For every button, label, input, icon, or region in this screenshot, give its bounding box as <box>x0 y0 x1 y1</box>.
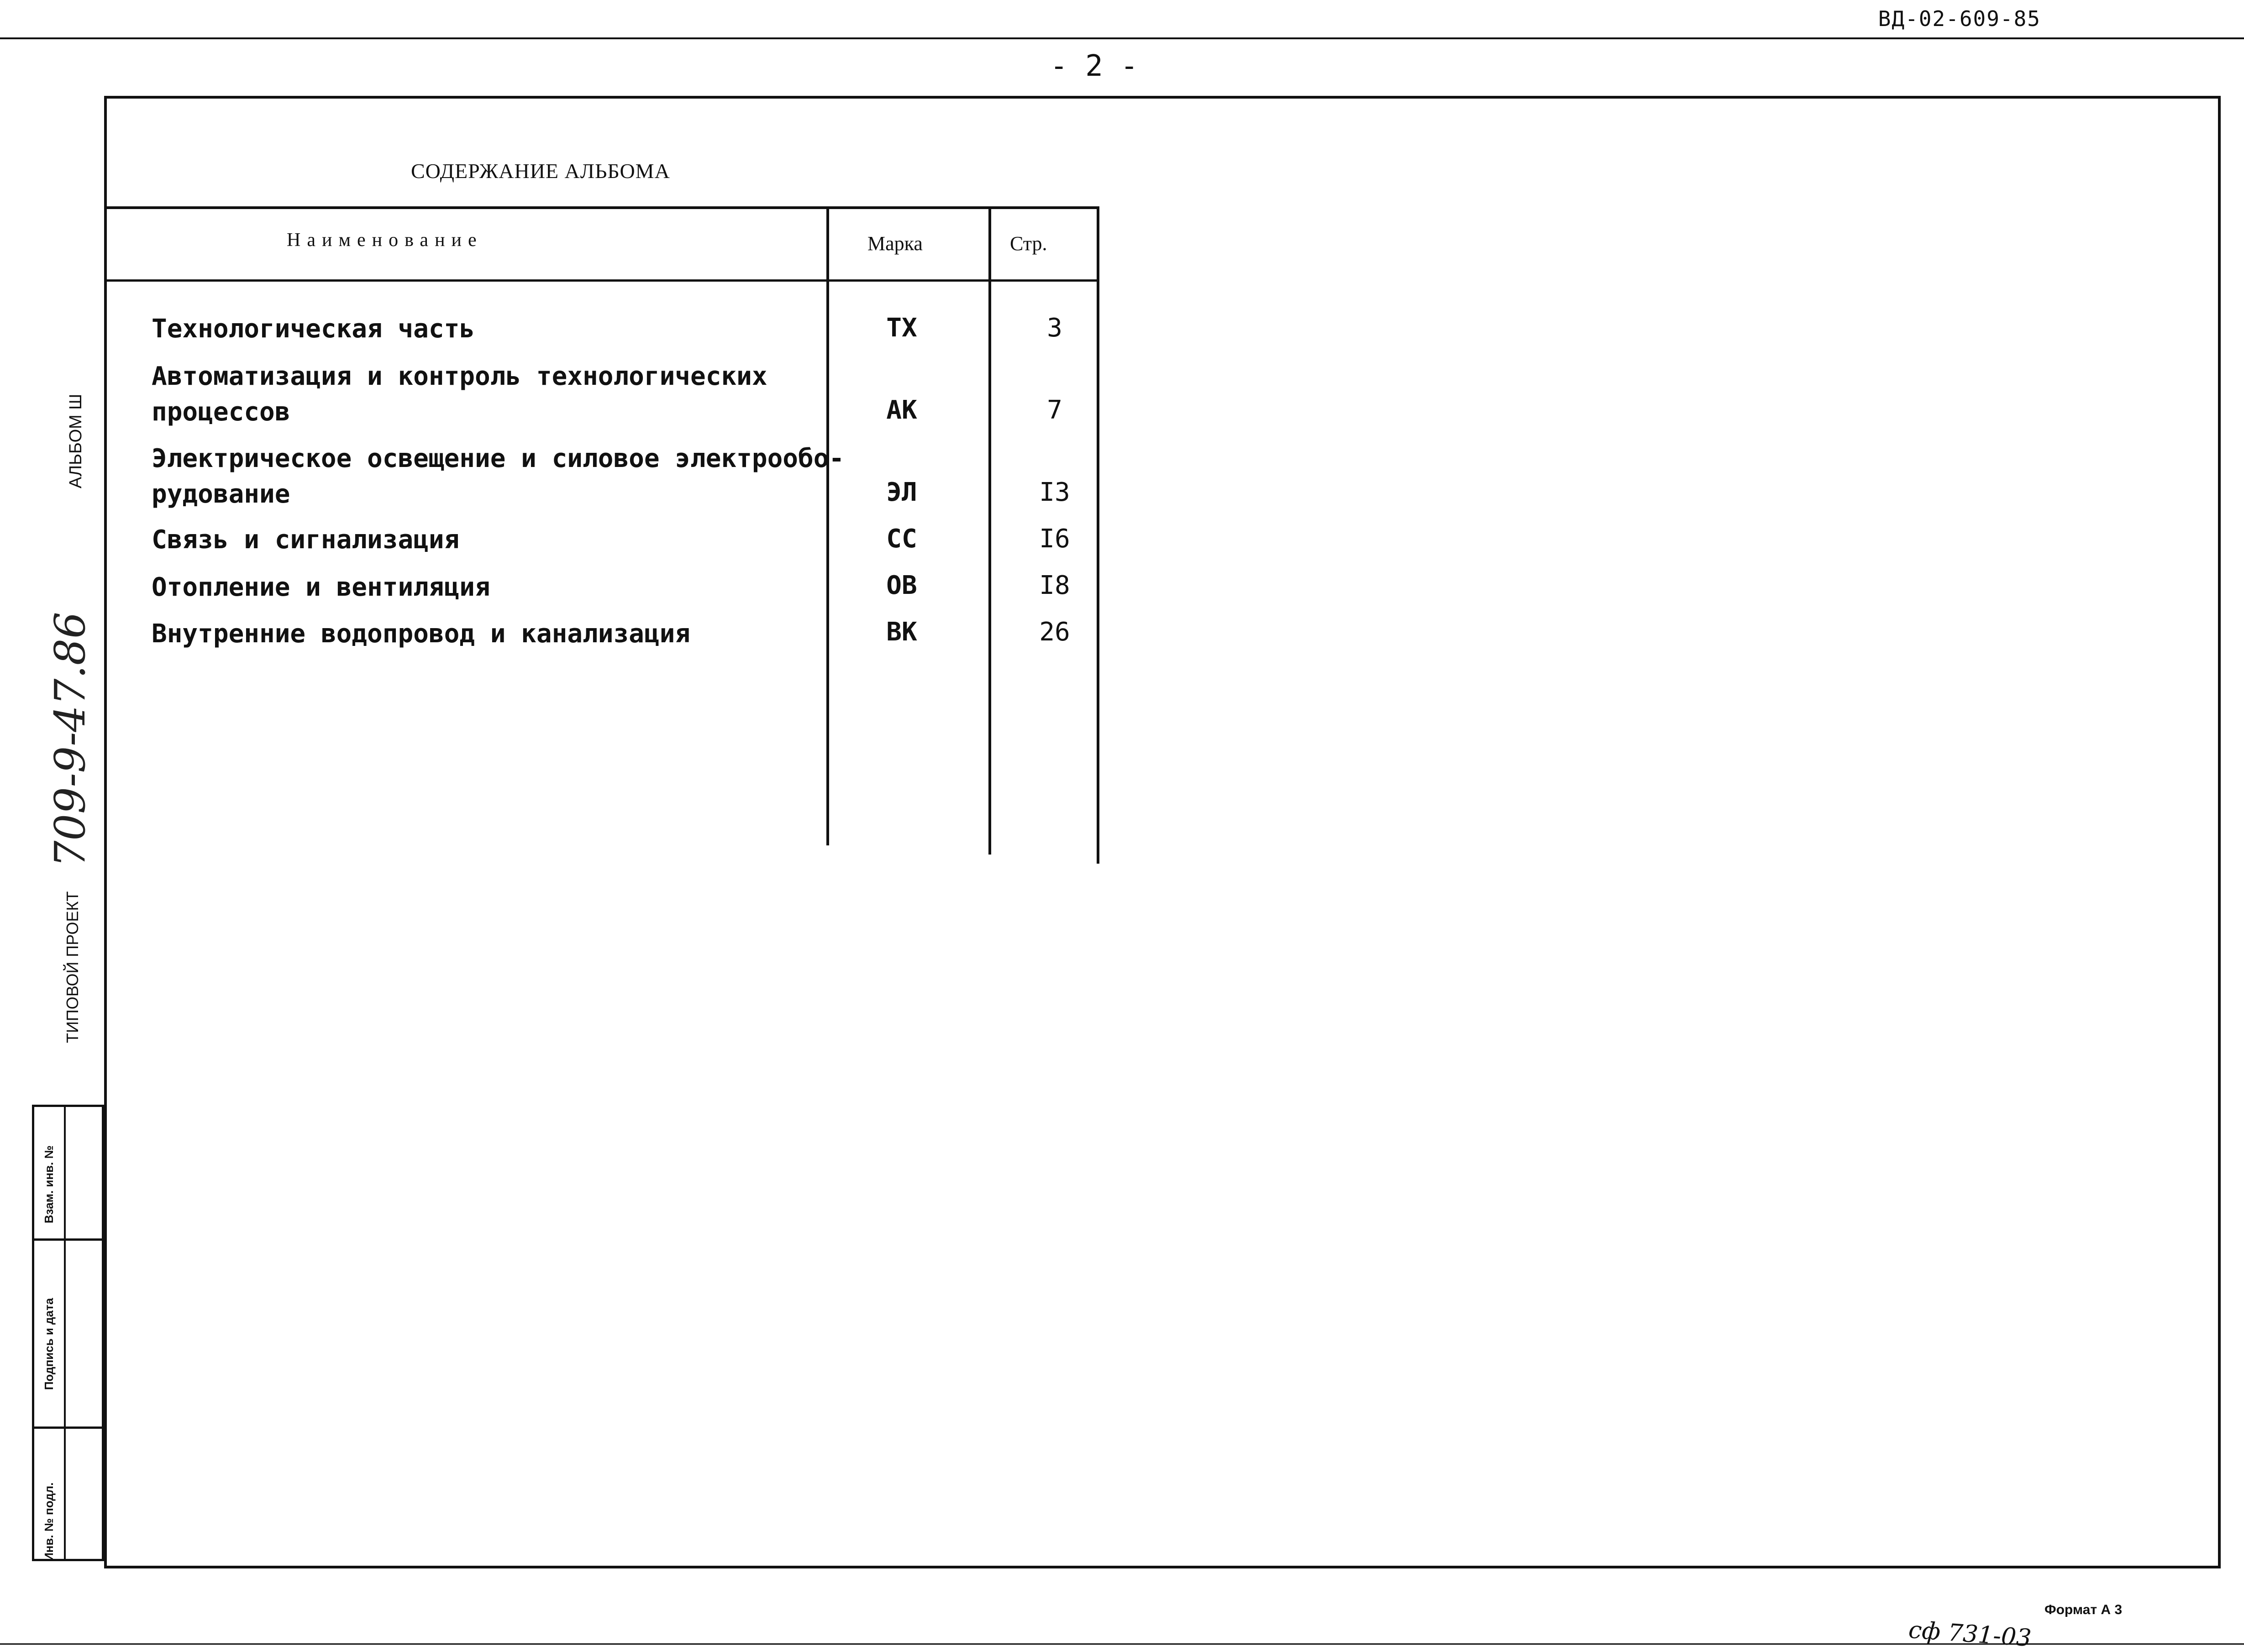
name-line: процессов <box>152 397 290 427</box>
name-line: рудование <box>152 479 290 509</box>
table-row-name <box>152 359 767 430</box>
table-row-mark: ЭЛ <box>886 477 917 507</box>
table-row-page: I6 <box>1039 524 1070 554</box>
name-line: Электрическое освещение и силовое электрообо- <box>152 444 845 473</box>
name-line: Отопление и вентиляция <box>152 572 490 602</box>
stamp-divider <box>64 1105 66 1561</box>
name-line: Технологическая часть <box>152 314 475 344</box>
bottom-code: сф 731-03 <box>1908 1616 2033 1652</box>
table-divider-name-mark <box>826 206 829 845</box>
table-row-name <box>152 441 844 512</box>
stamp-field-original-inventory: Инв. № подл. <box>42 1482 56 1561</box>
table-divider-mark-page <box>988 206 991 855</box>
top-rule <box>0 37 2244 39</box>
table-row-name <box>152 570 490 605</box>
stamp-field-signature-date: Подпись и дата <box>42 1298 56 1390</box>
table-row-name <box>152 522 459 558</box>
table-row-mark: ОВ <box>886 571 917 600</box>
table-top-rule <box>104 206 1099 209</box>
project-type-label: ТИПОВОЙ ПРОЕКТ <box>63 891 82 1043</box>
format-label: Формат А 3 <box>2044 1602 2123 1617</box>
column-header-name: Наименование <box>287 230 483 251</box>
column-header-mark: Марка <box>867 232 923 255</box>
document-code: ВД-02-609-85 <box>1878 6 2041 31</box>
table-row-page: 7 <box>1047 395 1062 425</box>
table-header-rule <box>104 279 1099 282</box>
table-row-mark: ТХ <box>886 313 917 343</box>
stamp-rule <box>32 1426 104 1429</box>
table-row-name <box>152 311 475 347</box>
name-line: Внутренние водопровод и канализация <box>152 619 691 649</box>
table-row-page: 26 <box>1039 617 1070 647</box>
table-row-page: I3 <box>1039 477 1070 507</box>
table-row-mark: ВК <box>886 617 917 647</box>
name-line: Автоматизация и контроль технологических <box>152 362 767 391</box>
table-row-mark: СС <box>886 524 917 554</box>
table-row-page: I8 <box>1039 571 1070 600</box>
stamp-rule <box>32 1238 104 1241</box>
project-code: 709-9-47.86 <box>46 612 95 867</box>
column-header-page: Стр. <box>1010 232 1047 255</box>
name-line: Связь и сигнализация <box>152 525 460 555</box>
table-row-mark: АК <box>886 395 917 425</box>
album-label: АЛЬБОМ Ш <box>66 393 85 488</box>
stamp-field-replacement-inventory: Взам. инв. № <box>42 1145 56 1223</box>
page-number: - 2 - <box>1050 49 1138 83</box>
table-row-name <box>152 616 690 652</box>
contents-title: СОДЕРЖАНИЕ АЛЬБОМА <box>411 159 670 183</box>
table-row-page: 3 <box>1047 313 1062 343</box>
